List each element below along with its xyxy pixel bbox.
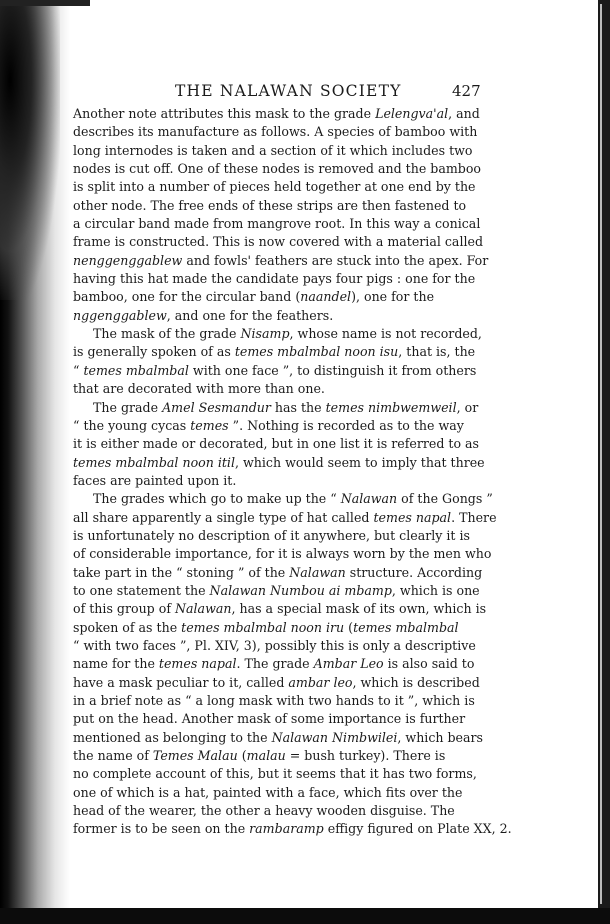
italic-term: Lelengva'al xyxy=(375,106,449,121)
scan-border-bottom xyxy=(0,908,610,924)
text-run: “ with two faces ”, Pl. XIV, 3), possibly this is only a descriptive xyxy=(73,637,476,653)
text-run: , has a special mask of its own, which is xyxy=(231,601,487,617)
text-line xyxy=(73,729,484,747)
text-run: faces are painted upon it. xyxy=(73,472,237,488)
italic-term: Nalawan xyxy=(340,491,398,507)
italic-term: nenggenggablew xyxy=(73,252,183,268)
text-line xyxy=(73,582,480,600)
italic-term: Nalawan Nimbwilei xyxy=(271,729,398,745)
text-run: the name of xyxy=(73,748,153,764)
italic-term: Nalawan xyxy=(289,564,346,580)
text-line xyxy=(73,270,476,288)
text-run: have a mask peculiar to it, called xyxy=(73,674,289,690)
text-line xyxy=(73,747,446,765)
italic-term: naandel xyxy=(300,289,352,305)
text-line xyxy=(73,619,459,637)
scan-shadow-left-upper xyxy=(0,0,60,300)
text-run: is also said to xyxy=(383,656,475,672)
text-line xyxy=(73,178,476,196)
text-run: structure. According xyxy=(345,564,483,580)
text-run: of considerable importance, for it is always worn by the men who xyxy=(73,546,492,562)
text-run: nodes is cut off. One of these nodes is removed and the bamboo xyxy=(73,161,482,177)
text-run: effigy figured on Plate XX, 2. xyxy=(323,821,512,837)
text-line xyxy=(73,215,481,233)
scan-shadow-top xyxy=(0,0,90,6)
text-run: a circular band made from mangrove root. In this way a conical xyxy=(73,216,481,232)
italic-term: ambar leo xyxy=(288,674,353,690)
text-line xyxy=(73,472,428,490)
text-run: and fowls' feathers are stuck into the apex. For xyxy=(182,252,489,268)
italic-term: temes napal xyxy=(373,509,452,525)
paragraph xyxy=(73,105,489,325)
text-run: . There xyxy=(451,509,497,525)
text-line xyxy=(73,307,428,325)
text-run: one of which is a hat, painted with a face, which fits over the xyxy=(73,784,463,800)
text-run: The grades which go to make up the “ xyxy=(93,491,341,507)
text-run: in a brief note as “ a long mask with two hands to it ”, which is xyxy=(73,693,475,708)
text-run: head of the wearer, the other a heavy wooden disguise. The xyxy=(73,803,455,819)
text-line xyxy=(73,288,435,306)
text-line xyxy=(73,545,492,563)
text-run: “ the young cycas xyxy=(73,417,191,433)
text-run: , and xyxy=(448,106,480,121)
italic-term: nggenggablew xyxy=(73,307,167,323)
text-run: it is either made or decorated, but in one list it is referred to as xyxy=(73,436,480,452)
text-line xyxy=(73,710,466,728)
text-line xyxy=(73,417,464,435)
italic-term: Nalawan xyxy=(175,601,232,617)
running-title: THE NALAWAN SOCIETY xyxy=(175,82,402,100)
text-run: . The grade xyxy=(236,656,314,672)
text-line xyxy=(73,564,483,582)
text-run: is unfortunately no description of it anywhere, but clearly it is xyxy=(73,527,470,543)
text-run: ( xyxy=(344,619,354,635)
text-run: other node. The free ends of these strips are then fastened to xyxy=(73,197,467,213)
text-line xyxy=(73,674,480,692)
text-run: , which would seem to imply that three xyxy=(235,454,485,470)
paragraph xyxy=(73,490,512,839)
text-line xyxy=(73,454,485,472)
text-line xyxy=(73,325,482,343)
text-line xyxy=(73,527,470,545)
text-run: , that is, the xyxy=(398,344,476,360)
text-line xyxy=(73,802,455,820)
text-run: long internodes is taken and a section of it which includes two xyxy=(73,142,473,158)
text-run: is split into a number of pieces held together at one end by the xyxy=(73,179,476,195)
italic-term: temes mbalmbal xyxy=(353,619,459,635)
text-line xyxy=(73,197,467,215)
text-run: describes its manufacture as follows. A species of bamboo with xyxy=(73,124,478,140)
text-run: that are decorated with more than one. xyxy=(73,381,325,397)
paragraph xyxy=(73,399,485,491)
italic-term: temes xyxy=(190,417,229,433)
italic-term: temes mbalmbal noon isu xyxy=(234,344,399,360)
text-line xyxy=(73,399,479,417)
text-line xyxy=(73,343,476,361)
page-number: 427 xyxy=(452,82,481,100)
italic-term: temes napal xyxy=(158,656,237,672)
text-run: having this hat made the candidate pays four pigs : one for the xyxy=(73,271,476,287)
text-run: mentioned as belonging to the xyxy=(73,729,272,745)
text-run: , or xyxy=(456,399,479,415)
italic-term: Amel Sesmandur xyxy=(162,399,271,415)
text-run: , which is described xyxy=(352,674,480,690)
italic-term: rambaramp xyxy=(249,821,324,837)
text-run: , which bears xyxy=(397,729,484,745)
text-run: , whose name is not recorded, xyxy=(289,326,482,342)
text-line xyxy=(73,123,478,141)
text-run: frame is constructed. This is now covered with a material called xyxy=(73,234,484,250)
text-run: = bush turkey). There is xyxy=(285,748,446,764)
italic-term: temes mbalmbal noon iru xyxy=(181,619,345,635)
text-line xyxy=(73,820,512,838)
text-run: to one statement the xyxy=(73,582,210,598)
italic-term: temes mbalmbal noon itil xyxy=(73,454,235,470)
paragraph xyxy=(73,325,482,398)
italic-term: Nalawan Numbou ai mbamp xyxy=(209,582,392,598)
text-run: former is to be seen on the xyxy=(73,821,250,837)
italic-term: temes mbalmbal xyxy=(83,362,189,378)
text-run: , which is one xyxy=(391,582,480,598)
text-run: bamboo, one for the circular band ( xyxy=(73,289,301,305)
text-run: no complete account of this, but it seems that it has two forms, xyxy=(73,766,477,782)
text-line xyxy=(73,490,493,508)
text-line xyxy=(73,637,476,655)
text-line xyxy=(73,600,487,618)
italic-term: malau xyxy=(246,748,286,764)
text-line xyxy=(73,692,475,710)
text-run: take part in the “ stoning ” of the xyxy=(73,564,290,580)
text-line xyxy=(73,509,497,527)
text-run: ), one for the xyxy=(351,289,435,305)
text-run: Another note attributes this mask to the grade xyxy=(73,106,376,121)
text-run: has the xyxy=(270,399,326,415)
text-line xyxy=(73,765,477,783)
text-run: The mask of the grade xyxy=(93,326,241,342)
text-run: name for the xyxy=(73,656,159,672)
text-line xyxy=(73,252,489,270)
italic-term: Ambar Leo xyxy=(313,656,384,672)
text-run: spoken of as the xyxy=(73,619,182,635)
text-line xyxy=(73,784,463,802)
text-line xyxy=(73,160,482,178)
text-run: all share apparently a single type of hat called xyxy=(73,509,374,525)
text-run: ”. Nothing is recorded as to the way xyxy=(228,417,464,433)
text-run: of the Gongs ” xyxy=(397,491,493,507)
text-line xyxy=(73,655,475,673)
body-text xyxy=(73,105,512,839)
text-line xyxy=(73,362,477,380)
text-run: with one face ”, to distinguish it from others xyxy=(188,362,477,378)
text-line xyxy=(73,142,473,160)
text-run: , and one for the feathers. xyxy=(166,307,334,323)
text-line xyxy=(73,380,428,398)
text-run: The grade xyxy=(93,399,163,415)
text-line xyxy=(73,233,484,251)
text-line xyxy=(73,435,480,453)
text-run: “ xyxy=(73,362,84,378)
text-run: is generally spoken of as xyxy=(73,344,235,360)
italic-term: Nisamp xyxy=(240,326,290,342)
italic-term: temes nimbwemweil xyxy=(325,399,457,415)
text-run: ( xyxy=(237,748,247,764)
text-run: put on the head. Another mask of some importance is further xyxy=(73,711,466,727)
italic-term: Temes Malau xyxy=(152,748,238,764)
text-run: of this group of xyxy=(73,601,175,617)
text-line xyxy=(73,105,480,123)
scan-border-right-edge xyxy=(600,4,602,904)
